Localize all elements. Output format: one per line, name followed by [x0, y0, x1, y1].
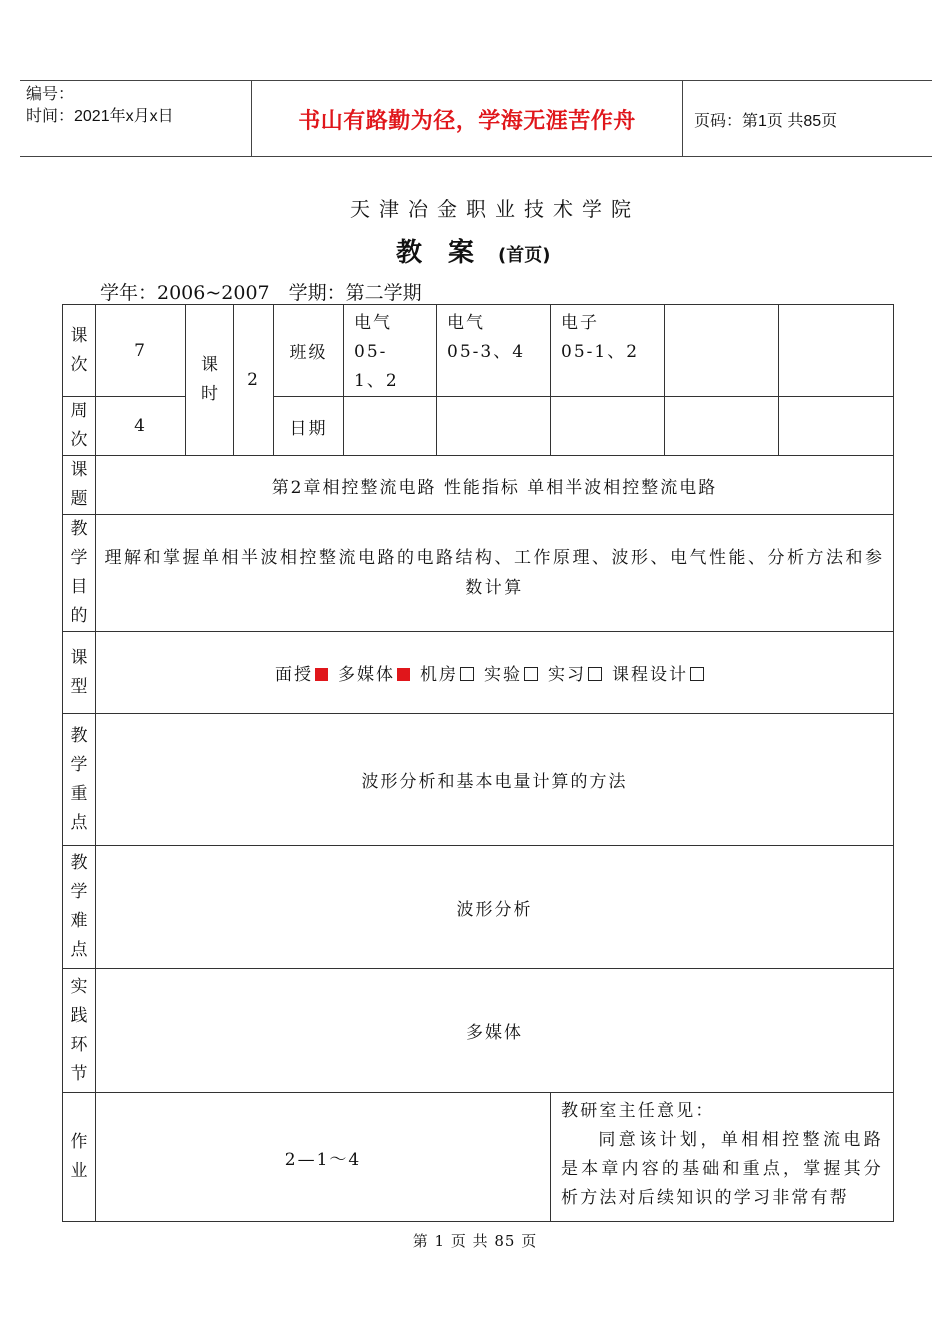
title-main: 教 案: [396, 238, 475, 268]
doc-time: 时间：2021年x月x日: [26, 108, 174, 125]
class-cell: 电气 05-3、4: [437, 305, 551, 397]
header-motto: 书山有路勤为径，学海无涯苦作舟: [298, 109, 636, 134]
difficulty-label: 教学难点: [63, 846, 96, 969]
director-comment: [551, 1093, 894, 1222]
header-divider: [682, 80, 683, 157]
hours-value: 2: [234, 305, 274, 456]
school-name: 天津冶金职业技术学院: [350, 197, 640, 221]
practice-label: 实践环节: [63, 969, 96, 1093]
type-option-label: 多媒体: [338, 665, 395, 685]
table-row: [63, 515, 894, 632]
type-label: 课型: [63, 632, 96, 714]
homework-label: 作业: [63, 1093, 96, 1222]
lesson-no-label: 课次: [63, 305, 96, 397]
header-bottom-rule: [20, 156, 932, 157]
lesson-no-value: 7: [96, 305, 186, 397]
checked-box-icon: [397, 668, 410, 681]
table-row: [63, 456, 894, 515]
table-row: [63, 632, 894, 714]
week-value: 4: [96, 397, 186, 456]
table-row: [63, 714, 894, 846]
date-cell: [779, 397, 894, 456]
type-option-label: 实习: [548, 665, 586, 685]
objective-value: 理解和掌握单相半波相控整流电路的电路结构、工作原理、波形、电气性能、分析方法和参数计算: [96, 515, 894, 632]
type-option: [548, 665, 604, 685]
type-option: [612, 665, 706, 685]
date-cell: [437, 397, 551, 456]
topic-value: 第2章相控整流电路 性能指标 单相半波相控整流电路: [96, 456, 894, 515]
key-value: 波形分析和基本电量计算的方法: [96, 714, 894, 846]
unchecked-box-icon: [524, 667, 538, 681]
practice-value: 多媒体: [96, 969, 894, 1093]
class-cell: [665, 305, 779, 397]
date-cell: [665, 397, 779, 456]
type-option: [275, 665, 330, 685]
key-label: 教学重点: [63, 714, 96, 846]
header-meta: [26, 84, 174, 128]
type-option-label: 课程设计: [612, 665, 688, 685]
week-label: 周次: [63, 397, 96, 456]
date-label: 日期: [274, 397, 344, 456]
date-cell: [551, 397, 665, 456]
title-sub: (首页): [498, 245, 551, 266]
type-option-label: 实验: [484, 665, 522, 685]
comment-body: 同意该计划，单相相控整流电路是本章内容的基础和重点，掌握其分析方法对后续知识的学习非常有帮: [561, 1130, 883, 1208]
unchecked-box-icon: [690, 667, 704, 681]
type-option-label: 机房: [420, 665, 458, 685]
class-label: 班级: [274, 305, 344, 397]
class-cell: 电子 05-1、2: [551, 305, 665, 397]
header-page-info: 页码：第1页 共85页: [694, 113, 838, 130]
date-cell: [344, 397, 437, 456]
comment-title: 教研室主任意见：: [561, 1101, 715, 1121]
objective-label: 教学目的: [63, 515, 96, 632]
hours-label: 课时: [186, 305, 234, 456]
type-option: [484, 665, 540, 685]
lesson-plan-table: [62, 304, 894, 1222]
header-top-rule: [20, 80, 932, 81]
page-title: [396, 232, 550, 269]
class-cell: 电气 05- 1、2: [344, 305, 437, 397]
doc-number-label: 编号：: [26, 86, 75, 103]
type-option-label: 面授: [275, 665, 313, 685]
year-term-line: 学年：2006~2007 学期：第二学期: [100, 282, 422, 304]
table-row: [63, 305, 894, 397]
type-options: [96, 632, 894, 714]
unchecked-box-icon: [460, 667, 474, 681]
table-row: [63, 846, 894, 969]
difficulty-value: 波形分析: [96, 846, 894, 969]
table-row: [63, 1093, 894, 1222]
type-option: [420, 665, 476, 685]
topic-label: 课题: [63, 456, 96, 515]
class-cell: [779, 305, 894, 397]
checked-box-icon: [315, 668, 328, 681]
homework-value: 2—1～4: [96, 1093, 551, 1222]
type-option: [338, 665, 412, 685]
table-row: [63, 969, 894, 1093]
page-footer: 第 1 页 共 85 页: [412, 1232, 538, 1250]
unchecked-box-icon: [588, 667, 602, 681]
